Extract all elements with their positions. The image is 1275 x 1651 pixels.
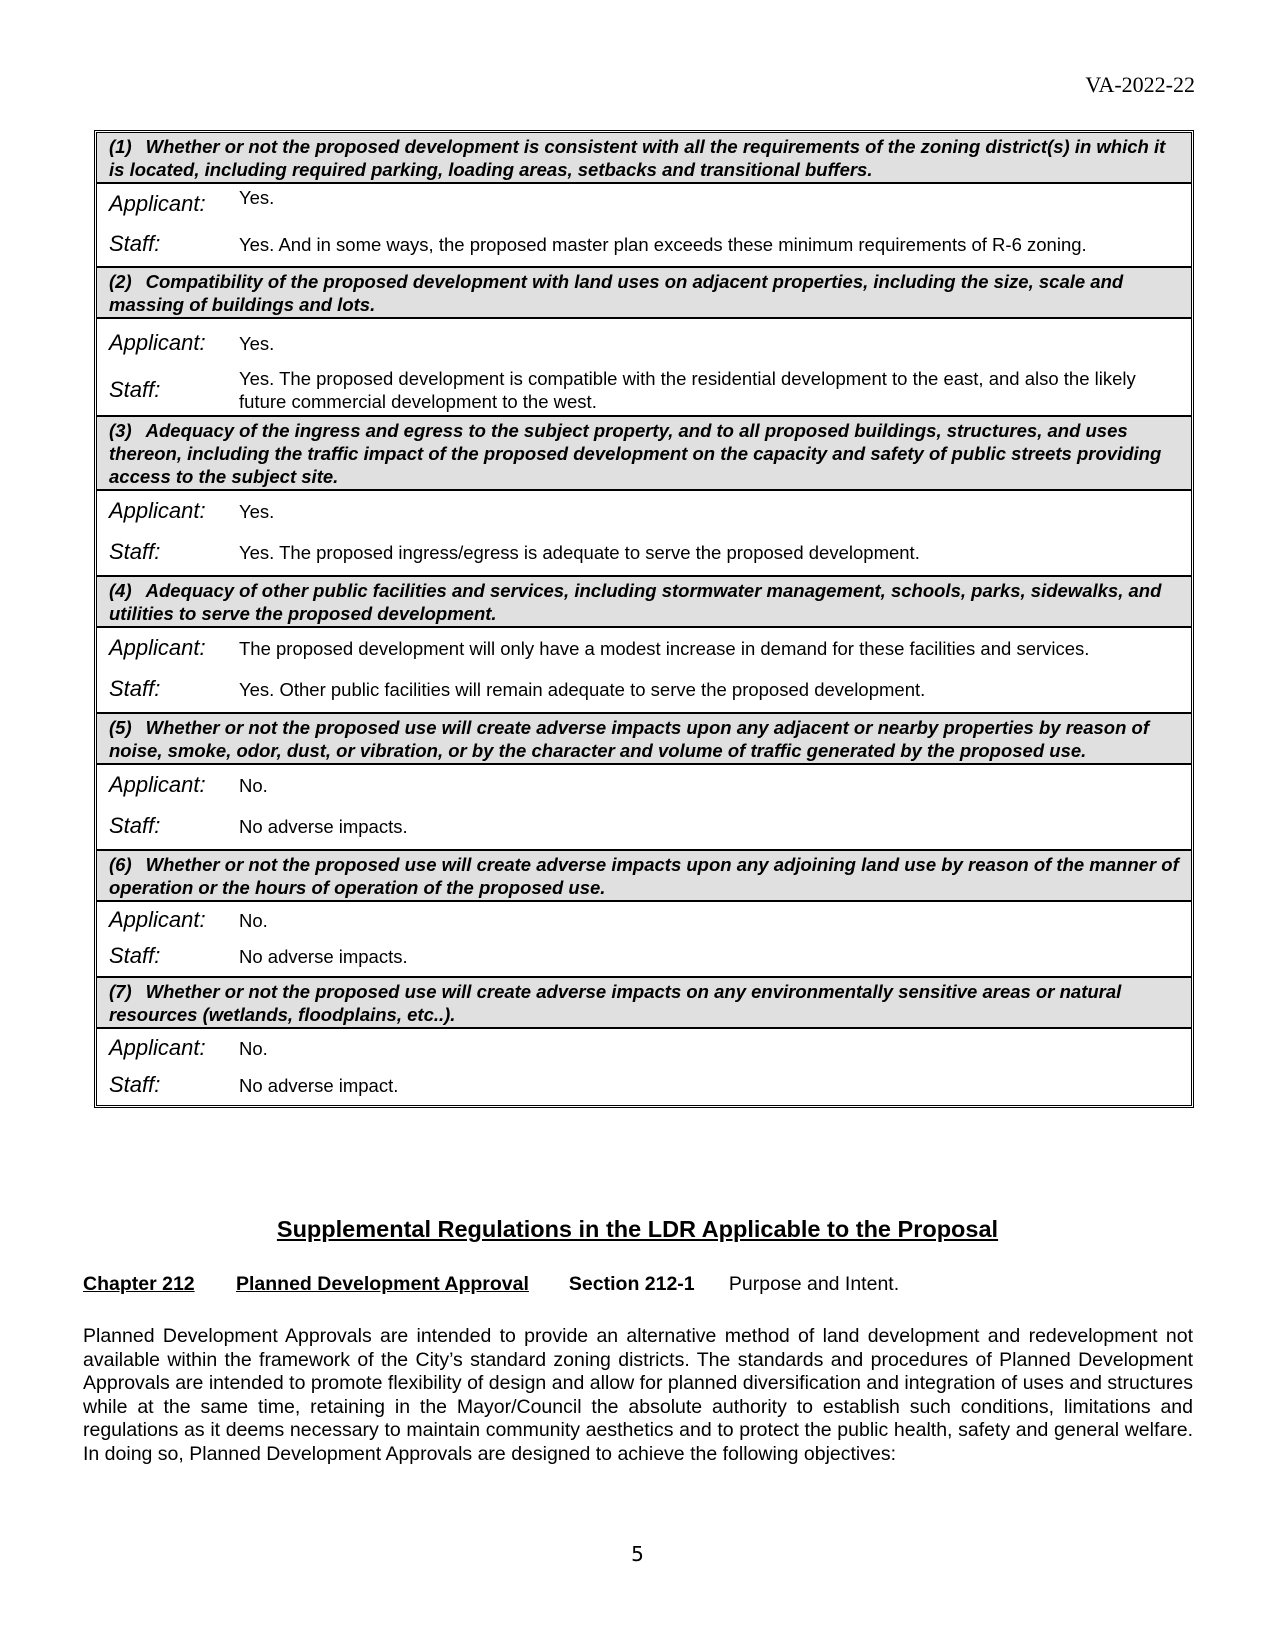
purpose-paragraph: Planned Development Approvals are intended to provide an alternative method of land development and redevelopment not available within the framework of the City’s standard zoning districts. The standards and procedures of Planned Development Approvals are intended to promote flexibility of design and allow for planned diversification and integration of uses and structures while at the same time, retaining in the Mayor/Council the absolute authority to establish such conditions, limitations and regulations as it deems necessary to maintain community aesthetics and to protect the public health, safety and general welfare. In doing so, Planned Development Approvals are designed to achieve the following objectives: [83,1325,1193,1465]
staff-response: No adverse impact. [239,1074,399,1096]
staff-response-row [97,1067,1191,1103]
criterion-3 [97,417,1191,577]
staff-response: Yes. The proposed ingress/egress is adequate to serve the proposed development. [239,541,920,563]
applicant-response-row [97,628,1191,668]
criterion-7 [97,978,1191,1105]
applicant-label: Applicant: [109,907,206,932]
criterion-2 [97,268,1191,417]
criterion-heading [97,714,1191,765]
criterion-responses [97,765,1191,851]
applicant-response: Yes. [239,187,275,208]
staff-response: Yes. Other public facilities will remain adequate to serve the proposed development. [239,678,926,700]
criterion-heading-text: Whether or not the proposed use will create adverse impacts upon any adjoining land use by reason of the manner of operation or the hours of operation of the proposed use. [109,854,1179,898]
staff-response-row [97,367,1191,413]
applicant-response: No. [239,1037,268,1059]
staff-response: Yes. The proposed development is compatible with the residential development to the east, and also the likely future commercial development to the west. [239,368,1136,412]
criterion-responses [97,1029,1191,1105]
criterion-responses [97,184,1191,268]
staff-response-row [97,668,1191,710]
applicant-label: Applicant: [109,1035,206,1060]
criterion-responses [97,628,1191,714]
applicant-response: Yes. [239,332,275,354]
criterion-heading [97,417,1191,491]
applicant-label: Applicant: [109,191,206,216]
applicant-response-row [97,1029,1191,1067]
applicant-response: No. [239,774,268,796]
applicant-response-row [97,319,1191,367]
staff-label: Staff: [109,1072,161,1097]
criterion-number: (6) [109,854,132,875]
criterion-heading-text: Compatibility of the proposed development with land uses on adjacent properties, including the size, scale and massing of buildings and lots. [109,271,1124,315]
applicant-response: The proposed development will only have a modest increase in demand for these facilities and services. [239,637,1090,659]
applicant-label: Applicant: [109,498,206,523]
criterion-heading [97,577,1191,628]
criterion-heading [97,851,1191,902]
staff-label: Staff: [109,676,161,701]
applicant-response-row [97,902,1191,938]
criterion-heading-text: Adequacy of the ingress and egress to the subject property, and to all proposed buildings, structures, and uses thereon, including the traffic impact of the proposed development on the capacity and safety of public streets providing access to the subject site. [109,420,1162,487]
section-label: Section 212-1 [568,1273,695,1295]
staff-response: Yes. And in some ways, the proposed master plan exceeds these minimum requirements of R-6 zoning. [239,233,1087,255]
criterion-responses [97,319,1191,417]
criterion-number: (1) [109,136,132,157]
applicant-response: Yes. [239,500,275,522]
criterion-responses [97,491,1191,577]
criterion-number: (7) [109,981,132,1002]
criterion-6 [97,851,1191,978]
page-number: 5 [631,1542,644,1566]
applicant-response-row [97,765,1191,805]
criterion-heading [97,978,1191,1029]
applicant-response-row [97,184,1191,224]
criterion-heading-text: Whether or not the proposed development is consistent with all the requirements of the zoning district(s) in which it is located, including required parking, loading areas, setbacks and transitional buffers. [109,136,1166,180]
staff-label: Staff: [109,377,161,402]
criterion-heading-text: Whether or not the proposed use will create adverse impacts upon any adjacent or nearby properties by reason of noise, smoke, odor, dust, or vibration, or by the character and volume of traffic generated by the proposed use. [109,717,1149,761]
staff-label: Staff: [109,943,161,968]
chapter-label: Chapter 212 [83,1273,195,1295]
criterion-heading [97,268,1191,319]
staff-response-row [97,805,1191,847]
applicant-response: No. [239,909,268,931]
criterion-1 [97,133,1191,268]
section-title: Purpose and Intent. [728,1273,900,1295]
applicant-label: Applicant: [109,635,206,660]
criterion-number: (2) [109,271,132,292]
criterion-heading [97,133,1191,184]
staff-label: Staff: [109,231,161,256]
applicant-label: Applicant: [109,772,206,797]
staff-response-row [97,224,1191,264]
criterion-number: (3) [109,420,132,441]
chapter-line [83,1273,899,1296]
document-id: VA-2022-22 [1085,72,1195,97]
staff-response-row [97,531,1191,573]
criteria-table [94,130,1194,1108]
applicant-label: Applicant: [109,330,206,355]
chapter-title: Planned Development Approval [236,1273,529,1295]
criterion-heading-text: Adequacy of other public facilities and services, including stormwater management, schools, parks, sidewalks, and utilities to serve the proposed development. [109,580,1162,624]
staff-response: No adverse impacts. [239,815,408,837]
criterion-responses [97,902,1191,978]
applicant-response-row [97,491,1191,531]
supplemental-regulations-title: Supplemental Regulations in the LDR Applicable to the Proposal [276,1216,999,1242]
staff-label: Staff: [109,539,161,564]
criterion-4 [97,577,1191,714]
staff-response: No adverse impacts. [239,945,408,967]
criterion-5 [97,714,1191,851]
staff-response-row [97,938,1191,974]
criterion-number: (4) [109,580,132,601]
criterion-heading-text: Whether or not the proposed use will create adverse impacts on any environmentally sensitive areas or natural resources (wetlands, floodplains, etc..). [109,981,1122,1025]
criterion-number: (5) [109,717,132,738]
staff-label: Staff: [109,813,161,838]
